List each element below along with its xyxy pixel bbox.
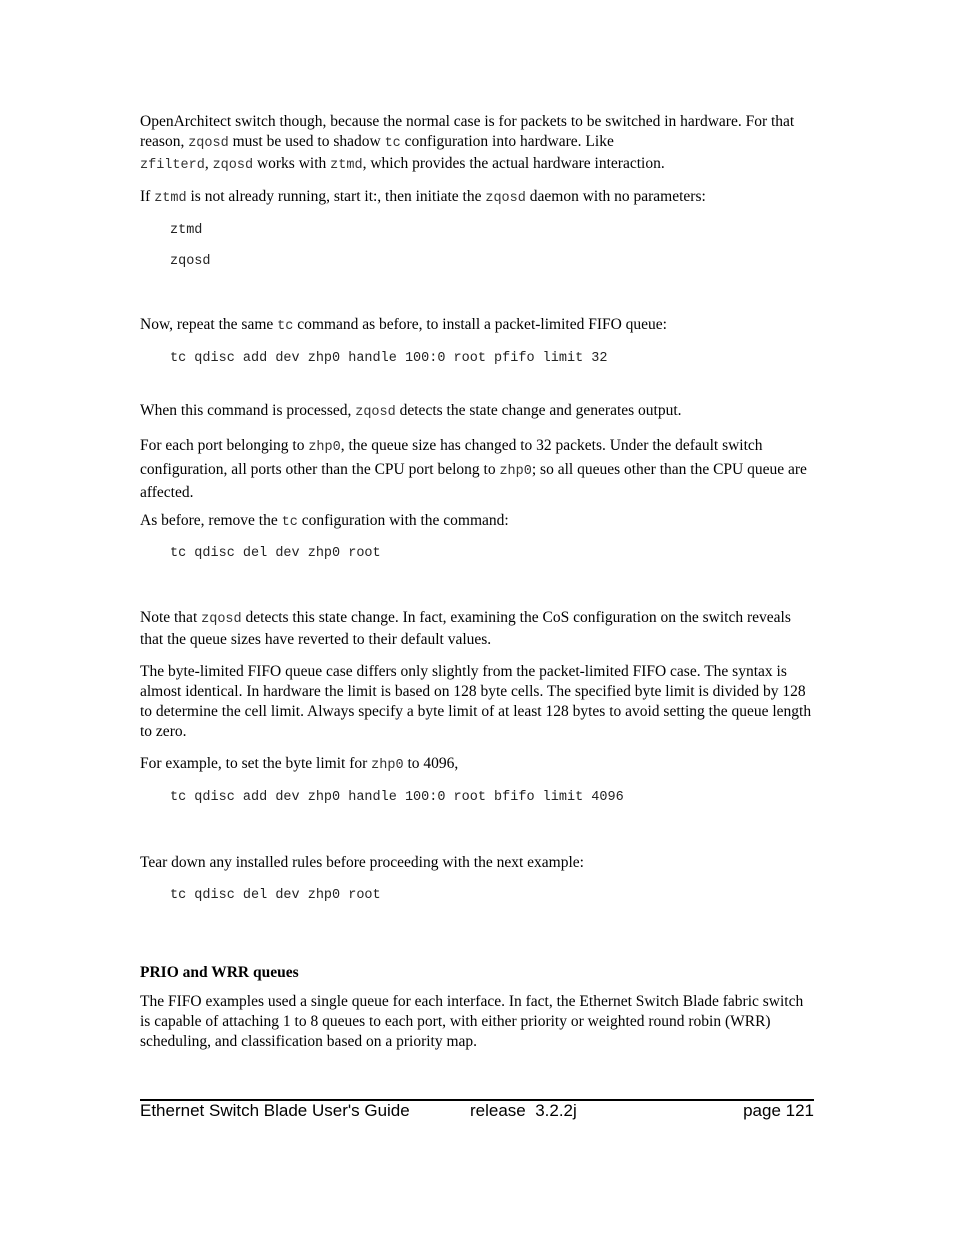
text: Now, repeat the same	[140, 316, 278, 333]
text: detects the state change and generates output.	[395, 402, 682, 419]
text: is not already running, start it:, then initiate the	[186, 188, 486, 205]
paragraph-intro	[140, 112, 814, 176]
inline-code: ztmd	[330, 158, 363, 173]
footer-title: Ethernet Switch Blade User's Guide	[140, 1101, 410, 1120]
paragraph-prio-wrr: The FIFO examples used a single queue for each interface. In fact, the Ethernet Switch Blade fabric switch is capable of attaching 1 to 8 queues to each port, with either priority or weighted round robin (WRR) scheduling, and classification based on a priority map.	[140, 993, 804, 1050]
text: configuration with the command:	[297, 512, 509, 529]
code-zqosd: zqosd	[170, 254, 211, 269]
footer-page-number: page 121	[743, 1101, 814, 1120]
section-heading: PRIO and WRR queues	[140, 964, 299, 981]
text: For each port belonging to	[140, 437, 309, 454]
inline-code: tc	[384, 136, 401, 151]
inline-code: tc	[281, 515, 298, 530]
paragraph-note	[140, 608, 814, 650]
text: ,	[204, 155, 213, 172]
text: configuration into hardware. Like	[400, 133, 614, 150]
inline-code: zqosd	[188, 136, 229, 151]
text: For example, to set the byte limit for	[140, 755, 372, 772]
inline-code: tc	[277, 319, 294, 334]
paragraph-processed	[140, 401, 814, 423]
paragraph-teardown: Tear down any installed rules before proceeding with the next example:	[140, 854, 584, 871]
text: , which provides the actual hardware interaction.	[362, 155, 665, 172]
text: to 4096,	[403, 755, 459, 772]
text: daemon with no parameters:	[525, 188, 706, 205]
inline-code: zqosd	[485, 191, 526, 206]
text: When this command is processed,	[140, 402, 356, 419]
paragraph-example	[140, 754, 814, 776]
inline-code: zqosd	[212, 158, 254, 173]
text: OpenArchitect switch though, because the normal case is for packets to be switched in hardware. For that reason,	[140, 113, 795, 150]
text: As before, remove the	[140, 512, 282, 529]
code-del-1: tc qdisc del dev zhp0 root	[170, 546, 381, 561]
paragraph-start-daemon	[140, 187, 814, 209]
text: ; so all queues other than the CPU queue are affected.	[140, 460, 807, 501]
code-ztmd: ztmd	[170, 223, 203, 238]
inline-code: zfilterd	[140, 158, 205, 173]
code-del-2: tc qdisc del dev zhp0 root	[170, 888, 381, 903]
footer-release: release 3.2.2j	[470, 1101, 577, 1120]
paragraph-byte-limited: The byte-limited FIFO queue case differs only slightly from the packet-limited FIFO case. The syntax is almost identical. In hardware the limit is based on 128 byte cells. The specified byte limit is divided by 128 to determine the cell limit. Always specify a byte limit of at least 128 bytes to avoid setting the queue length to zero.	[140, 663, 812, 740]
page-footer	[140, 1101, 814, 1123]
paragraph-remove	[140, 511, 814, 533]
code-pfifo: tc qdisc add dev zhp0 handle 100:0 root pfifo limit 32	[170, 351, 608, 366]
inline-code: zqosd	[355, 405, 396, 420]
paragraph-repeat-tc	[140, 315, 814, 337]
text: detects this state change. In fact, examining the CoS configuration on the switch reveals that the queue sizes have reverted to their default values.	[140, 609, 791, 648]
inline-code: zqosd	[201, 612, 242, 627]
inline-code: ztmd	[154, 191, 187, 206]
inline-code: zhp0	[499, 463, 532, 479]
text: , the queue size has changed to 32 packets. Under the default switch configuration, all ports other than the CPU port belong to	[140, 437, 763, 478]
inline-code: zhp0	[308, 440, 341, 455]
text: If	[140, 188, 155, 205]
text: command as before, to install a packet-limited FIFO queue:	[293, 316, 667, 333]
inline-code: zhp0	[371, 758, 404, 773]
text: Note that	[140, 609, 202, 626]
text: works with	[253, 155, 331, 172]
text: must be used to shadow	[228, 133, 385, 150]
code-bfifo: tc qdisc add dev zhp0 handle 100:0 root bfifo limit 4096	[170, 790, 624, 805]
paragraph-port-queue	[140, 435, 814, 504]
